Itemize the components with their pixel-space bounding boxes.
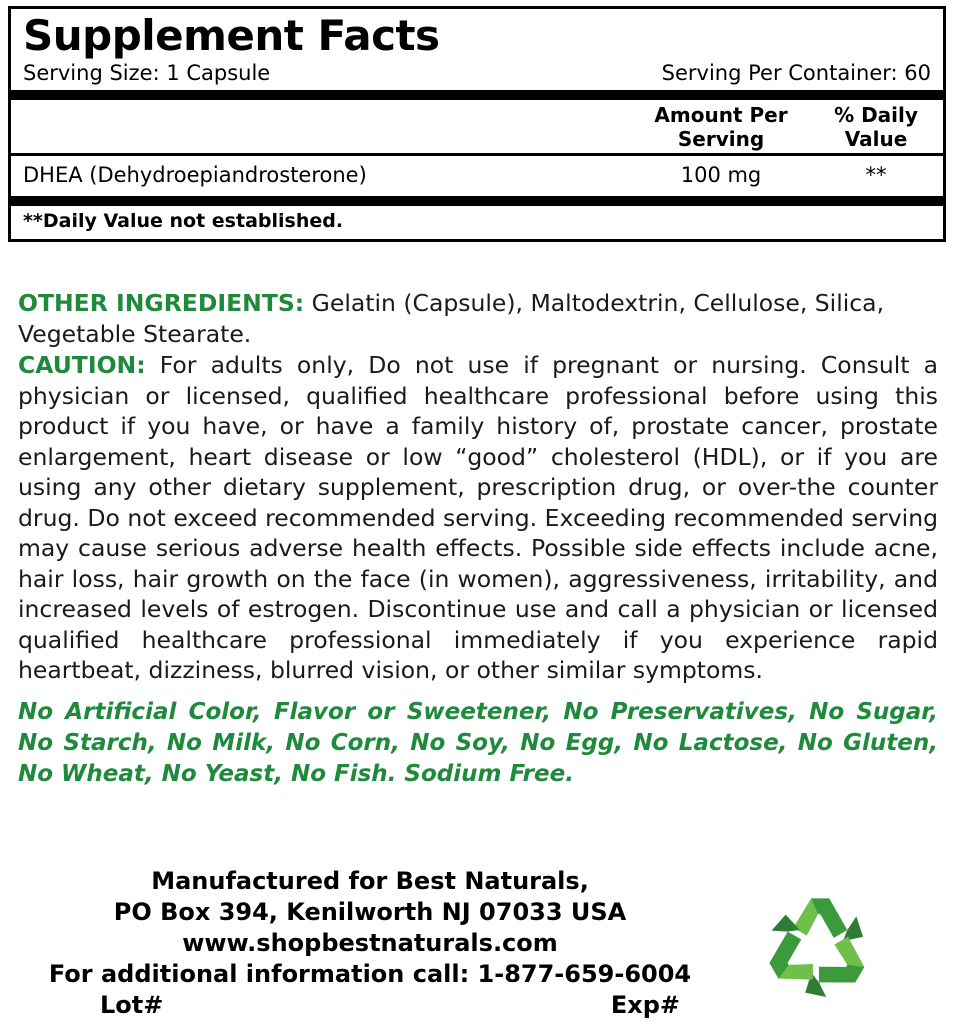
free-from-claims: No Artificial Color, Flavor or Sweetener, No Preservatives, No Sugar, No Starch, No Milk, No Corn, No Soy, No Egg, No Lactose, No Gluten, No Wheat, No Yeast, No Fish. Sodium Free.: [18, 698, 938, 787]
manufacturer-address: PO Box 394, Kenilworth NJ 07033 USA: [113, 898, 627, 926]
lot-label: Lot#: [100, 991, 164, 1019]
label-body-text: [18, 288, 938, 813]
caution-paragraph: [18, 350, 938, 686]
nutrient-amount: 100 mg: [680, 163, 762, 187]
nutrient-name: DHEA (Dehydroepiandrosterone): [23, 163, 367, 187]
serving-size: Serving Size: 1 Capsule: [23, 61, 271, 85]
manufacturer-phone: For additional information call: 1-877-659-6004: [48, 960, 692, 988]
recycle-icon: [748, 886, 888, 1010]
exp-label: Exp#: [610, 991, 680, 1019]
table-row: [23, 156, 931, 196]
rule-thick-bottom: [11, 196, 943, 206]
caution-text: For adults only, Do not use if pregnant or nursing. Consult a physician or licensed, qualified healthcare professional before using this product if you have, or have a family history of, prostate cancer, prostate enlargement, heart disease or low “good” cholesterol (HDL), or if you are using any other dietary supplement, prescription drug, or over-the counter drug. Do not exceed recommended serving. Exceeding recommended serving may cause serious adverse health effects. Possible side effects include acne, hair loss, hair growth on the face (in women), aggressiveness, irritability, and increased levels of estrogen. Discontinue use and call a physician or licensed qualified healthcare professional immediately if you experience rapid heartbeat, dizziness, blurred vision, or other similar symptoms.: [18, 351, 938, 684]
supplement-facts-panel: [8, 6, 946, 242]
column-header-amount: [621, 103, 821, 151]
manufacturer-block: [0, 866, 740, 1021]
column-header-amount-line1: Amount Per: [654, 103, 788, 127]
column-header-amount-line2: Serving: [677, 127, 765, 151]
lot-exp-row: [60, 990, 680, 1021]
column-header-dv-line1: % Daily: [834, 103, 918, 127]
servings-per-container: Serving Per Container: 60: [661, 61, 931, 85]
nutrient-daily-value: **: [865, 163, 887, 187]
manufacturer-line-1: Manufactured for Best Naturals,: [151, 867, 589, 895]
rule-thick-top: [11, 90, 943, 100]
other-ingredients-heading: OTHER INGREDIENTS:: [18, 289, 305, 317]
supplement-facts-header-row: [23, 100, 931, 153]
other-ingredients-text: Gelatin (Capsule), Maltodextrin, Cellulose, Silica, Vegetable Stearate.: [18, 289, 885, 348]
serving-info-row: [23, 60, 931, 86]
daily-value-footnote: **Daily Value not established.: [23, 210, 344, 232]
supplement-facts-title: Supplement Facts: [23, 11, 440, 60]
column-header-daily-value: [821, 103, 931, 151]
column-header-dv-line2: Value: [844, 127, 908, 151]
caution-heading: CAUTION:: [18, 351, 146, 379]
manufacturer-website[interactable]: www.shopbestnaturals.com: [182, 929, 558, 957]
other-ingredients-paragraph: [18, 288, 938, 349]
